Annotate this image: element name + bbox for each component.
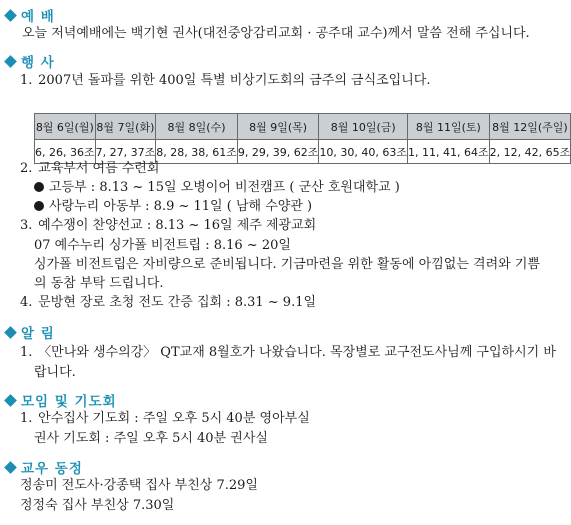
item-text: 문방현 장로 초청 전도 간증 집회 : 8.31 ~ 9.1일 — [38, 295, 317, 310]
bullet-dot-icon — [34, 201, 44, 211]
item-number: 4. — [20, 295, 33, 310]
members-line-2: 정정숙 집사 부친상 7.30일 — [20, 498, 175, 513]
table-header-cell: 8월 8일(수) — [156, 114, 238, 140]
event-item-2-sub-2 — [34, 198, 312, 216]
section-title: 교우 동정 — [21, 461, 83, 477]
table-header-cell: 8월 7일(화) — [95, 114, 156, 140]
diamond-bullet-icon — [4, 9, 17, 22]
item-text: 안수집사 기도회 : 주일 오후 5시 40분 영아부실 — [38, 411, 310, 426]
event-item-2 — [20, 160, 159, 178]
diamond-bullet-icon — [4, 55, 17, 68]
item-number: 3. — [20, 218, 33, 233]
table-cell: 2, 12, 42, 65조 — [489, 140, 571, 164]
item-number: 1. — [20, 345, 33, 360]
diamond-bullet-icon — [4, 394, 17, 407]
diamond-bullet-icon — [4, 461, 17, 474]
event-item-3-sub-1: 07 예수누리 싱가폴 비전트립 : 8.16 ~ 20일 — [34, 238, 291, 253]
item-number: 2. — [20, 161, 33, 176]
table-cell: 7, 27, 37조 — [95, 140, 156, 164]
section-meetings-header — [6, 390, 117, 410]
table-cell: 1, 11, 41, 64조 — [408, 140, 490, 164]
sub-text: 고등부 : 8.13 ~ 15일 오병이어 비전캠프 ( 군산 호원대학교 ) — [49, 180, 400, 195]
table-cell: 6, 26, 36조 — [35, 140, 96, 164]
event-item-1 — [20, 72, 431, 90]
section-title: 예 배 — [21, 9, 55, 25]
item-text: 〈만나와 생수의강〉 QT교재 8월호가 나왔습니다. 목장별로 교구전도사님께 구입하시기 바 — [38, 345, 556, 360]
table-cell: 9, 29, 39, 62조 — [237, 140, 319, 164]
table-cell: 8, 28, 38, 61조 — [156, 140, 238, 164]
meeting-item-2: 권사 기도회 : 주일 오후 5시 40분 권사실 — [34, 431, 268, 446]
section-title: 행 사 — [21, 55, 55, 71]
worship-text: 오늘 저녁예배에는 백기현 권사(대전중앙감리교회 · 공주대 교수)께서 말씀 전해 주십니다. — [22, 26, 530, 41]
table-header-cell: 8월 12일(주일) — [489, 114, 571, 140]
section-title: 모임 및 기도회 — [21, 394, 117, 410]
section-title: 알 림 — [21, 326, 55, 342]
item-number: 1. — [20, 73, 33, 88]
item-text: 교육부서 여름 수련회 — [38, 161, 160, 176]
event-item-3-sub-3: 의 동참 부탁 드립니다. — [34, 276, 164, 291]
section-worship-header — [6, 5, 55, 25]
section-events-header — [6, 51, 55, 71]
section-members-header — [6, 457, 83, 477]
notice-item-1-cont: 랍니다. — [34, 365, 76, 380]
event-item-3 — [20, 217, 316, 235]
bullet-dot-icon — [34, 182, 44, 192]
item-number: 1. — [20, 411, 33, 426]
table-header-cell: 8월 6일(월) — [35, 114, 96, 140]
event-item-3-sub-2: 싱가폴 비전트립은 자비량으로 준비됩니다. 기금마련을 위한 활동에 아낌없는 격려와 기쁨 — [34, 257, 540, 272]
table-header-cell: 8월 11일(토) — [408, 114, 490, 140]
meeting-item-1 — [20, 410, 310, 428]
event-item-2-sub-1 — [34, 179, 400, 197]
members-line-1: 정송미 전도사·강종택 집사 부친상 7.29일 — [20, 478, 258, 493]
sub-text: 사랑누리 아동부 : 8.9 ~ 11일 ( 남해 수양관 ) — [49, 199, 313, 214]
fasting-schedule-table — [34, 113, 571, 164]
notice-item-1 — [20, 344, 556, 362]
item-text: 예수쟁이 찬양선교 : 8.13 ~ 16일 제주 제광교회 — [38, 218, 317, 233]
section-notice-header — [6, 322, 55, 342]
table-cell: 10, 30, 40, 63조 — [319, 140, 408, 164]
diamond-bullet-icon — [4, 326, 17, 339]
event-item-4 — [20, 294, 316, 312]
table-header-cell: 8월 10일(금) — [319, 114, 408, 140]
table-header-cell: 8월 9일(목) — [237, 114, 319, 140]
table-header-row — [35, 114, 571, 140]
item-text: 2007년 돌파를 위한 400일 특별 비상기도회의 금주의 금식조입니다. — [38, 73, 431, 88]
